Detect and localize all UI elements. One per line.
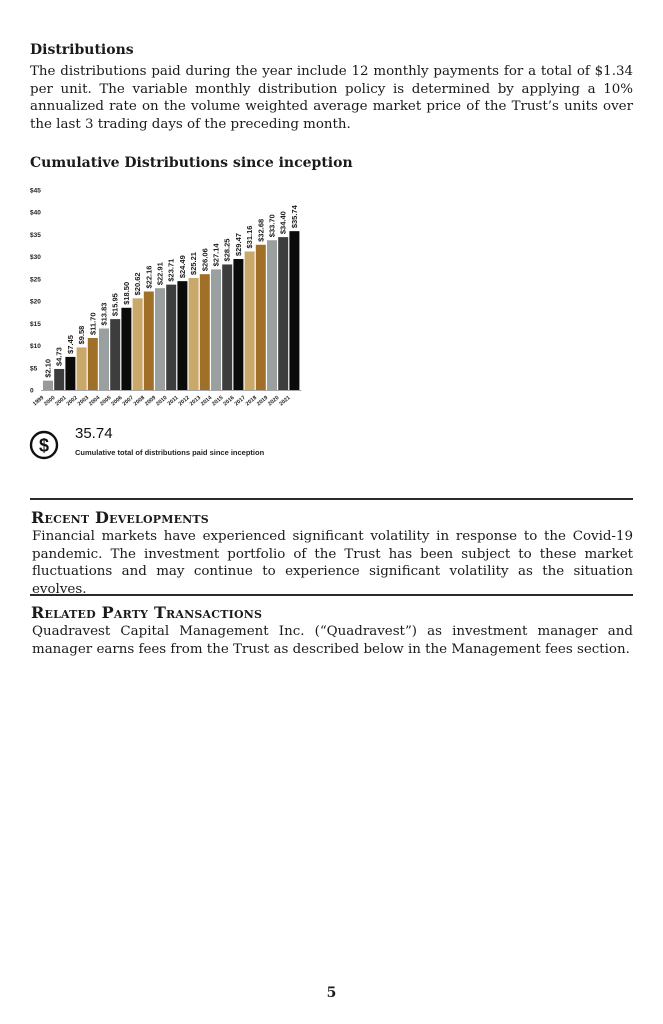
dollar-circle-icon [29, 430, 59, 460]
value-label: $22.16 [144, 265, 154, 289]
value-label: $18.50 [121, 281, 131, 305]
bar-2002 [77, 347, 87, 390]
distributions-paragraph: The distributions paid during the year include 12 monthly payments for a total of $1.34 per unit. The variable monthly distribution policy is determined by applying a 10% annualized rate on the volume weighted average market price of the Trust’s units over the last 3 trading days of the preceding month. [30, 64, 633, 132]
x-tick-label: 2004 [88, 394, 102, 408]
bar-2004 [99, 329, 109, 390]
y-tick-label: $25 [30, 276, 41, 284]
y-axis [30, 188, 41, 395]
y-tick-label: $40 [30, 209, 41, 217]
bar-2001 [65, 357, 75, 390]
y-tick-label: $20 [30, 298, 41, 306]
bar-2008 [144, 292, 154, 390]
x-tick-label: 2021 [278, 394, 292, 408]
bar-2013 [200, 274, 210, 390]
value-label: $35.74 [289, 205, 299, 229]
summary-value: 35.74 [75, 425, 113, 442]
x-tick-label: 2020 [267, 394, 281, 408]
value-label: $33.70 [267, 214, 277, 238]
y-tick-label: $10 [30, 343, 41, 351]
value-label: $27.14 [211, 243, 221, 267]
divider [30, 498, 633, 500]
y-tick-label: $35 [30, 231, 41, 239]
bars [43, 231, 299, 390]
bar-1999 [43, 381, 53, 390]
bar-2021 [289, 231, 299, 390]
bar-2019 [267, 240, 277, 390]
related-party-heading: Related Party Transactions [31, 603, 263, 622]
y-tick-label: 0 [30, 387, 34, 395]
value-label: $24.49 [177, 255, 187, 279]
x-tick-label: 2005 [99, 394, 113, 408]
x-tick-label: 1999 [32, 394, 46, 408]
x-tick-label: 2018 [244, 394, 259, 408]
y-tick-label: $30 [30, 254, 41, 262]
page-number: 5 [326, 985, 337, 1001]
value-label: $20.62 [133, 272, 143, 296]
bar-2011 [177, 281, 187, 390]
bar-2010 [166, 285, 176, 390]
bar-2018 [256, 245, 266, 390]
x-tick-label: 2009 [144, 394, 158, 408]
value-label: $28.25 [222, 238, 232, 262]
x-tick-label: 2013 [188, 394, 203, 408]
value-label: $7.45 [65, 335, 75, 354]
divider [30, 594, 633, 596]
bar-2009 [155, 288, 165, 390]
value-label: $31.16 [245, 225, 255, 249]
x-tick-label: 2015 [211, 394, 225, 408]
x-tick-label: 2014 [200, 394, 214, 408]
x-tick-label: 2008 [132, 394, 147, 408]
x-axis [32, 391, 301, 408]
value-label: $9.58 [77, 325, 87, 345]
recent-developments-paragraph: Financial markets have experienced significant volatility in response to the Covid-19 pandemic. The investment portfolio of the Trust has been subject to these market fluctuations and may continue to experience significant volatility as the situation evolves. [32, 529, 633, 597]
x-tick-label: 2016 [222, 394, 236, 408]
bar-2006 [121, 308, 131, 390]
related-party-paragraph: Quadravest Capital Management Inc. (“Quadravest”) as investment manager and manager earns fees from the Trust as described below in the Management fees section. [32, 624, 633, 657]
bar-2012 [189, 278, 199, 390]
bar-2017 [245, 252, 255, 390]
value-label: $25.21 [189, 252, 199, 275]
cumulative-distributions-chart [0, 180, 330, 425]
distributions-heading: Distributions [30, 42, 134, 58]
bar-2020 [278, 237, 288, 390]
bar-2014 [211, 269, 221, 390]
x-tick-label: 2003 [76, 394, 91, 408]
x-tick-label: 2011 [166, 394, 180, 408]
bar-2003 [88, 338, 98, 390]
x-tick-label: 2019 [256, 394, 270, 408]
x-tick-label: 2000 [43, 394, 57, 408]
x-tick-label: 2017 [233, 394, 247, 408]
y-tick-label: $45 [30, 187, 41, 195]
value-label: $4.73 [54, 347, 64, 366]
value-label: $11.70 [88, 312, 98, 335]
chart-heading: Cumulative Distributions since inception [30, 155, 353, 171]
bar-2005 [110, 319, 120, 390]
value-label: $32.68 [256, 218, 266, 242]
x-tick-label: 2006 [110, 394, 124, 408]
value-label: $15.95 [110, 293, 120, 317]
x-tick-label: 2001 [54, 394, 68, 408]
x-tick-label: 2007 [121, 394, 135, 408]
y-tick-label: $15 [30, 320, 41, 328]
value-label: $23.71 [166, 258, 176, 282]
bar-2000 [54, 369, 64, 390]
recent-developments-heading: Recent Developments [31, 508, 209, 527]
value-label: $22.91 [155, 262, 165, 286]
svg-text:$: $ [38, 435, 50, 456]
y-tick-label: $5 [30, 365, 38, 373]
value-label: $2.10 [43, 358, 53, 378]
value-label: $13.83 [99, 302, 109, 326]
value-label: $26.06 [200, 248, 210, 272]
value-label: $34.40 [278, 211, 288, 235]
x-tick-label: 2002 [65, 394, 79, 408]
bar-2016 [233, 259, 243, 390]
bar-2007 [133, 298, 143, 390]
value-label: $29.47 [233, 233, 243, 257]
summary-caption: Cumulative total of distributions paid since inception [75, 448, 265, 457]
bar-2015 [222, 264, 232, 390]
x-tick-label: 2012 [177, 394, 191, 408]
x-tick-label: 2010 [155, 394, 169, 408]
